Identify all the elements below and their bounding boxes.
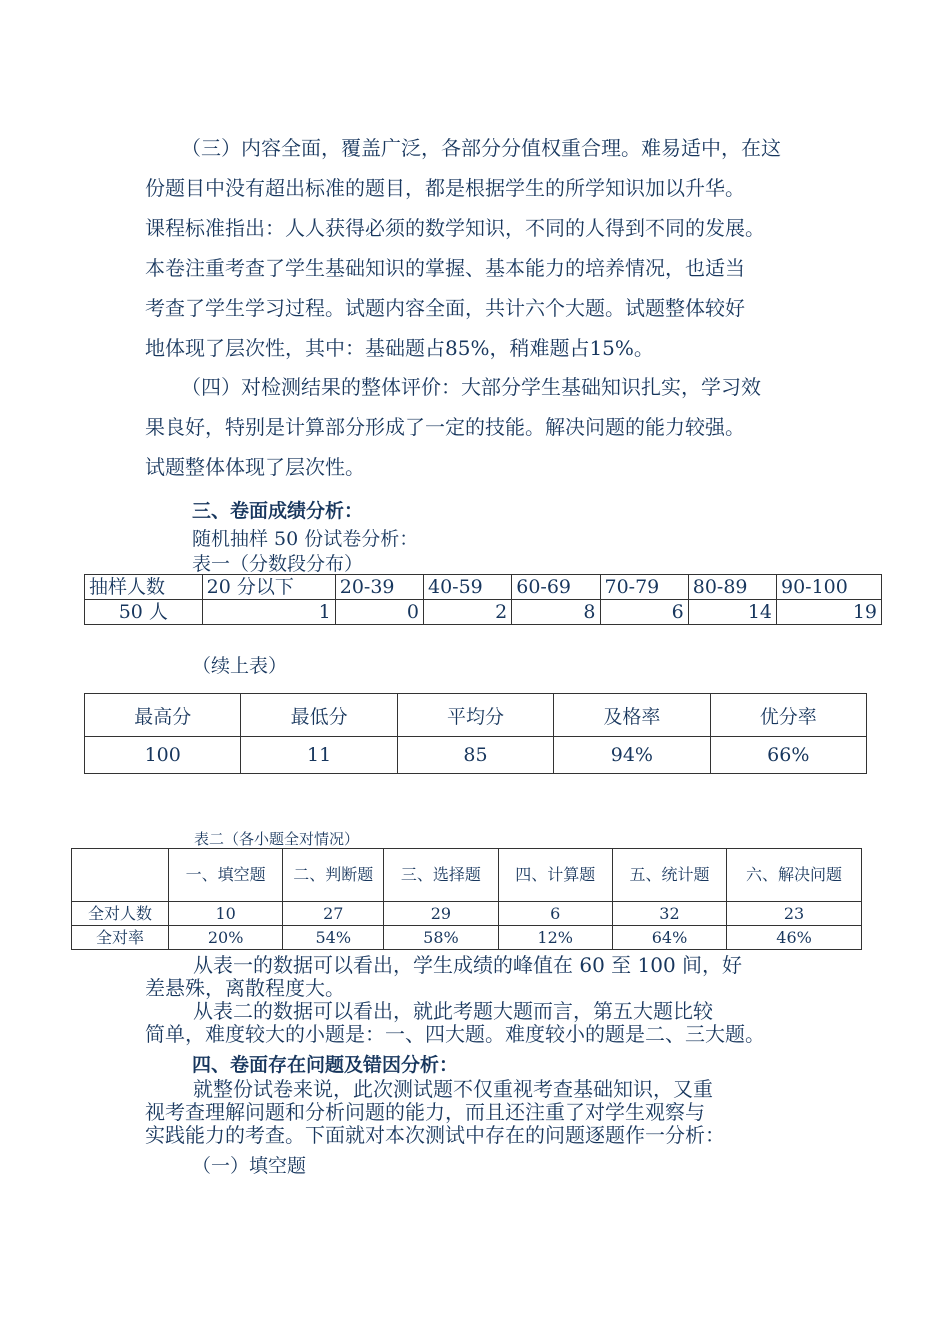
- text-line: 果良好，特别是计算部分形成了一定的技能。解决问题的能力较强。: [145, 415, 745, 439]
- table-cell: 三、选择题: [384, 849, 498, 902]
- subheading-fill-blank: （一）填空题: [192, 1155, 307, 1177]
- table-cell: 14: [688, 600, 776, 625]
- text-line: 视考查理解问题和分析问题的能力，而且还注重了对学生观察与: [145, 1100, 705, 1124]
- table-header-row: [85, 694, 867, 737]
- table-cell: 19: [777, 600, 882, 625]
- text-line: 就整份试卷来说，此次测试题不仅重视考查基础知识，又重: [193, 1077, 713, 1101]
- table-cell: 32: [612, 902, 726, 926]
- text-line: 差悬殊，离散程度大。: [145, 976, 345, 1000]
- table-cell: 27: [283, 902, 384, 926]
- continued-caption: （续上表）: [192, 655, 288, 677]
- table-cell: 1: [202, 600, 335, 625]
- table-cell: [72, 849, 169, 902]
- table-cell: 最高分: [85, 694, 241, 737]
- table-cell: 全对率: [72, 926, 169, 950]
- text-line: 考查了学生学习过程。试题内容全面，共计六个大题。试题整体较好: [145, 296, 745, 320]
- table-cell: 40-59: [424, 575, 512, 600]
- section-heading-score-analysis: 三、卷面成绩分析：: [192, 500, 364, 522]
- paragraph-content-coverage: [145, 128, 825, 368]
- table-cell: 50 人: [85, 600, 203, 625]
- text-line: 从表一的数据可以看出，学生成绩的峰值在 60 至 100 间，好: [193, 953, 743, 977]
- paragraph-overall-evaluation: [145, 367, 825, 487]
- table-cell: 优分率: [710, 694, 866, 737]
- table-cell: 0: [335, 600, 423, 625]
- table-row: [85, 600, 882, 625]
- table-cell: 6: [498, 902, 612, 926]
- table-cell: 四、计算题: [498, 849, 612, 902]
- score-distribution-table: [84, 574, 882, 625]
- table-header-row: [85, 575, 882, 600]
- table-cell: 20%: [169, 926, 283, 950]
- table-row: [72, 902, 862, 926]
- table-cell: 54%: [283, 926, 384, 950]
- score-summary-table: [84, 693, 867, 774]
- table-cell: 29: [384, 902, 498, 926]
- table-cell: 6: [600, 600, 688, 625]
- table-cell: 二、判断题: [283, 849, 384, 902]
- table-cell: 46%: [727, 926, 862, 950]
- table-cell: 90-100: [777, 575, 882, 600]
- question-correct-table: [71, 848, 862, 950]
- table-cell: 2: [424, 600, 512, 625]
- final-paragraph: [145, 1078, 835, 1147]
- table-cell: 六、解决问题: [727, 849, 862, 902]
- table-cell: 最低分: [241, 694, 397, 737]
- table1-caption: 表一（分数段分布）: [192, 553, 364, 575]
- table-cell: 10: [169, 902, 283, 926]
- section-heading-problem-analysis: 四、卷面存在问题及错因分析：: [192, 1054, 459, 1076]
- table-cell: 94%: [554, 737, 710, 774]
- table3-caption: 表二（各小题全对情况）: [194, 830, 360, 848]
- text-line: 从表二的数据可以看出，就此考题大题而言，第五大题比较: [193, 999, 713, 1023]
- table-cell: 8: [512, 600, 600, 625]
- table-row: [72, 926, 862, 950]
- text-line: 课程标准指出：人人获得必须的数学知识，不同的人得到不同的发展。: [145, 216, 765, 240]
- table-cell: 20-39: [335, 575, 423, 600]
- table-cell: 20 分以下: [202, 575, 335, 600]
- table-cell: 58%: [384, 926, 498, 950]
- table-cell: 全对人数: [72, 902, 169, 926]
- table-cell: 及格率: [554, 694, 710, 737]
- text-line: 简单，难度较大的小题是：一、四大题。难度较小的题是二、三大题。: [145, 1022, 765, 1046]
- text-line: （四）对检测结果的整体评价：大部分学生基础知识扎实，学习效: [181, 375, 761, 399]
- table-row: [85, 737, 867, 774]
- table-cell: 抽样人数: [85, 575, 203, 600]
- table-cell: 12%: [498, 926, 612, 950]
- sample-text: 随机抽样 50 份试卷分析：: [192, 528, 419, 550]
- table-cell: 100: [85, 737, 241, 774]
- table-cell: 64%: [612, 926, 726, 950]
- table-cell: 11: [241, 737, 397, 774]
- text-line: 本卷注重考查了学生基础知识的掌握、基本能力的培养情况，也适当: [145, 256, 745, 280]
- table-cell: 85: [397, 737, 553, 774]
- text-line: 试题整体体现了层次性。: [145, 455, 365, 479]
- table-cell: 五、统计题: [612, 849, 726, 902]
- table-cell: 一、填空题: [169, 849, 283, 902]
- text-line: （三）内容全面，覆盖广泛，各部分分值权重合理。难易适中，在这: [181, 136, 781, 160]
- table-cell: 平均分: [397, 694, 553, 737]
- analysis-paragraphs: [145, 954, 835, 1046]
- text-line: 实践能力的考查。下面就对本次测试中存在的问题逐题作一分析：: [145, 1123, 725, 1147]
- text-line: 地体现了层次性，其中：基础题占85%，稍难题占15%。: [145, 336, 654, 360]
- table-cell: 66%: [710, 737, 866, 774]
- table-cell: 80-89: [688, 575, 776, 600]
- text-line: 份题目中没有超出标准的题目，都是根据学生的所学知识加以升华。: [145, 176, 745, 200]
- table-cell: 60-69: [512, 575, 600, 600]
- table-header-row: [72, 849, 862, 902]
- table-cell: 70-79: [600, 575, 688, 600]
- table-cell: 23: [727, 902, 862, 926]
